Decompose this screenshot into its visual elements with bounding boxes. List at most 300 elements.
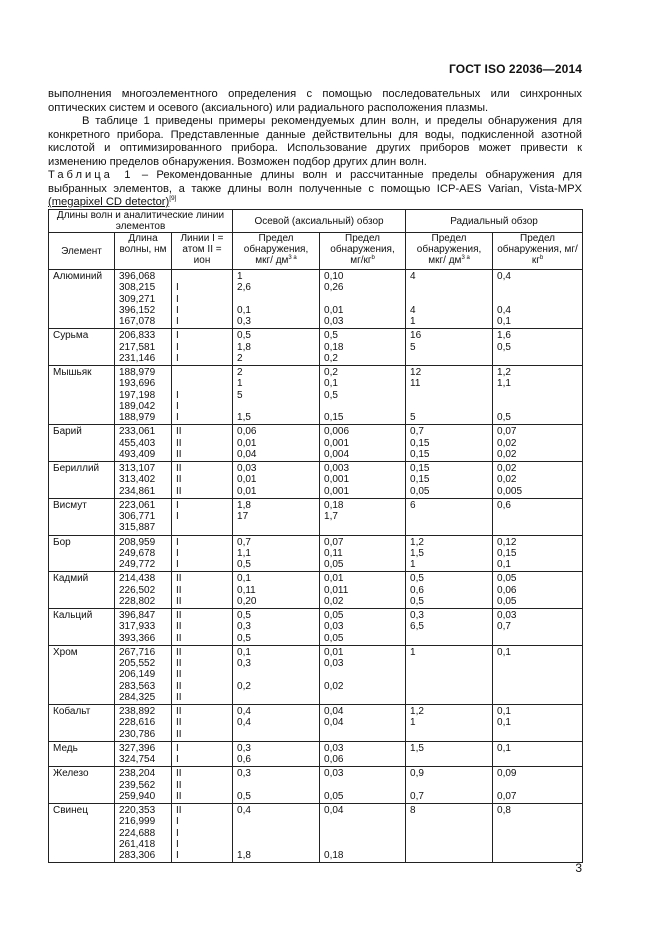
radial-lod-ug-value	[410, 754, 489, 765]
axial-lod-mg-value: 0,04	[324, 717, 344, 729]
axial-lod-mg-value: 0,004	[324, 448, 350, 460]
wavelength-value: 313,107	[119, 463, 156, 474]
axial-lod-ug-value	[237, 828, 316, 839]
wavelength-value: 188,979	[119, 367, 156, 378]
radial-lod-ug-value: 0,3	[410, 610, 424, 621]
radial-lod-ug-value	[410, 816, 489, 827]
axial-lod-mg-cell	[320, 645, 406, 704]
wavelength-value: 317,933	[119, 621, 156, 633]
wavelength-cell	[115, 645, 172, 704]
axial-lod-mg-label: Предел обнаружения, мг/кг	[330, 233, 395, 266]
line-type-value: II	[176, 717, 182, 729]
table-caption-label: Таблица 1	[48, 169, 134, 181]
radial-lod-mg-value: 0,02	[497, 463, 517, 474]
radial-lod-mg-value	[497, 681, 579, 692]
axial-lod-mg-value: 0,18	[324, 850, 344, 861]
wavelength-value: 224,688	[119, 827, 156, 839]
line-type-value: I	[176, 400, 179, 412]
wavelength-cell	[115, 804, 172, 863]
axial-lod-ug-value: 1,1	[237, 547, 251, 559]
wavelength-value: 309,271	[119, 293, 156, 305]
column-header-radial-lod-ug	[406, 233, 493, 270]
radial-lod-ug-value: 4	[410, 304, 416, 316]
radial-lod-ug-cell	[406, 425, 493, 462]
radial-lod-ug-value	[410, 390, 489, 401]
axial-lod-mg-value: 0,18	[324, 499, 344, 511]
line-type-value: II	[176, 805, 182, 816]
wavelength-value: 249,772	[119, 559, 156, 570]
line-type-value: I	[176, 304, 179, 316]
radial-lod-ug-value	[410, 282, 489, 293]
radial-lod-ug-value	[410, 669, 489, 680]
radial-lod-mg-value	[497, 850, 579, 861]
wavelength-value: 396,152	[119, 304, 156, 316]
radial-lod-mg-cell	[493, 425, 583, 462]
radial-lod-ug-value	[410, 692, 489, 703]
wavelength-value: 396,068	[119, 271, 156, 282]
axial-lod-ug-value: 0,7	[237, 536, 251, 548]
table-row	[49, 425, 583, 462]
axial-lod-mg-value: 0,05	[324, 559, 344, 570]
axial-lod-ug-cell	[233, 767, 320, 804]
radial-lod-ug-cell	[406, 705, 493, 742]
radial-lod-ug-value: 1,2	[410, 536, 424, 548]
radial-lod-ug-cell	[406, 609, 493, 646]
wavelength-value: 267,716	[119, 646, 156, 658]
line-type-cell	[172, 425, 233, 462]
wavelength-value: 217,581	[119, 341, 156, 353]
axial-lod-ug-value: 1,8	[237, 499, 251, 511]
table-caption-text: – Рекомендованные длины волн и рассчитанные пределы обнаружения для выбранных элементов, а также длины волн полученные с помощью ICP-AES Varian, Vista-MPX	[48, 169, 582, 195]
line-type-cell	[172, 609, 233, 646]
wavelength-value: 193,696	[119, 378, 156, 390]
line-type-value: I	[176, 316, 179, 327]
radial-lod-mg-cell	[493, 498, 583, 535]
axial-lod-mg-value	[324, 780, 402, 791]
radial-lod-mg-value: 0,06	[497, 584, 517, 596]
wavelength-value: 455,403	[119, 437, 156, 449]
element-name-cell: Бор	[49, 535, 115, 572]
axial-lod-ug-value: 2	[237, 367, 243, 378]
wavelength-cell	[115, 572, 172, 609]
line-type-value: I	[176, 352, 179, 364]
axial-lod-mg-cell	[320, 329, 406, 366]
radial-lod-ug-value: 16	[410, 330, 422, 342]
line-type-value: II	[176, 728, 182, 740]
radial-lod-mg-value: 0,15	[497, 547, 517, 559]
radial-lod-ug-value: 5	[410, 341, 416, 353]
radial-lod-ug-value	[410, 633, 489, 644]
radial-lod-mg-value: 0,5	[497, 412, 511, 423]
table-row	[49, 535, 583, 572]
axial-lod-ug-value	[237, 522, 316, 533]
radial-lod-mg-value: 0,1	[497, 706, 511, 717]
line-type-cell	[172, 767, 233, 804]
axial-lod-mg-cell	[320, 366, 406, 425]
radial-lod-mg-value	[497, 511, 579, 522]
radial-lod-ug-value: 6	[410, 499, 416, 511]
radial-lod-ug-value: 1	[410, 316, 416, 327]
wavelength-cell	[115, 425, 172, 462]
line-type-value: II	[176, 680, 182, 692]
axial-lod-ug-cell	[233, 270, 320, 329]
radial-lod-mg-value: 0,1	[497, 717, 511, 729]
axial-lod-ug-value	[237, 401, 316, 412]
radial-lod-mg-cell	[493, 741, 583, 767]
radial-lod-ug-footnote: 3 а	[461, 255, 470, 261]
radial-lod-mg-value	[497, 780, 579, 791]
axial-lod-ug-value: 0,4	[237, 717, 251, 729]
element-name-cell: Барий	[49, 425, 115, 462]
axial-lod-ug-cell	[233, 425, 320, 462]
axial-lod-mg-cell	[320, 767, 406, 804]
radial-lod-mg-value: 0,05	[497, 573, 517, 585]
line-type-value: II	[176, 768, 182, 780]
radial-lod-ug-value: 1	[410, 559, 416, 570]
line-type-value: I	[176, 293, 179, 305]
radial-lod-mg-value: 0,07	[497, 790, 517, 802]
line-type-value: II	[176, 474, 182, 486]
line-type-cell	[172, 270, 233, 329]
radial-lod-mg-value: 0,1	[497, 646, 511, 658]
radial-lod-ug-value	[410, 511, 489, 522]
radial-lod-mg-value: 0,09	[497, 768, 517, 780]
line-type-value: II	[176, 691, 182, 703]
table-row	[49, 609, 583, 646]
table-row	[49, 366, 583, 425]
table-body	[49, 270, 583, 863]
radial-lod-ug-value: 0,6	[410, 584, 424, 596]
element-name-cell: Кобальт	[49, 705, 115, 742]
table-row	[49, 645, 583, 704]
axial-lod-mg-value	[324, 828, 402, 839]
table-row	[49, 767, 583, 804]
radial-lod-mg-value: 0,8	[497, 805, 511, 816]
radial-lod-ug-cell	[406, 767, 493, 804]
axial-lod-ug-value	[237, 669, 316, 680]
wavelength-value: 324,754	[119, 754, 156, 765]
axial-lod-ug-value: 0,06	[237, 426, 257, 438]
axial-lod-ug-value: 0,03	[237, 463, 257, 474]
radial-lod-mg-value: 0,005	[497, 485, 523, 497]
wavelength-value: 189,042	[119, 400, 156, 412]
radial-lod-mg-value: 0,12	[497, 536, 517, 548]
axial-lod-ug-value: 0,01	[237, 437, 257, 449]
radial-lod-mg-cell	[493, 804, 583, 863]
radial-lod-mg-value: 0,1	[497, 742, 511, 754]
wavelength-value: 396,847	[119, 610, 156, 621]
axial-lod-mg-cell	[320, 425, 406, 462]
axial-lod-ug-value: 1	[237, 378, 243, 390]
axial-lod-ug-cell	[233, 498, 320, 535]
axial-lod-ug-cell	[233, 705, 320, 742]
axial-lod-mg-value: 0,05	[324, 790, 344, 802]
table-row	[49, 329, 583, 366]
radial-lod-ug-value	[410, 839, 489, 850]
column-header-radial-lod-mg	[493, 233, 583, 270]
radial-lod-mg-value	[497, 729, 579, 740]
table-row	[49, 804, 583, 863]
axial-lod-ug-value: 0,3	[237, 658, 251, 669]
axial-lod-mg-cell	[320, 270, 406, 329]
radial-lod-ug-value: 1,2	[410, 706, 424, 717]
wavelength-value: 223,061	[119, 499, 156, 511]
column-header-axial-lod-ug	[233, 233, 320, 270]
line-type-value: II	[176, 595, 182, 607]
axial-lod-ug-cell	[233, 804, 320, 863]
axial-lod-ug-value	[237, 729, 316, 740]
axial-lod-ug-value: 0,3	[237, 768, 251, 780]
column-header-wavelength: Длина волны, нм	[115, 233, 172, 270]
line-type-value: II	[176, 658, 182, 669]
axial-lod-ug-cell	[233, 645, 320, 704]
wavelength-value: 238,204	[119, 768, 156, 780]
wavelength-value: 208,959	[119, 536, 156, 548]
axial-lod-mg-cell	[320, 741, 406, 767]
radial-lod-mg-cell	[493, 366, 583, 425]
radial-lod-ug-value	[410, 401, 489, 412]
group-header-axial: Осевой (аксиальный) обзор	[233, 210, 406, 233]
axial-lod-mg-value	[324, 816, 402, 827]
wavelength-value: 283,306	[119, 850, 156, 861]
line-type-value: I	[176, 547, 179, 559]
line-type-cell	[172, 462, 233, 499]
axial-lod-ug-value: 0,5	[237, 330, 251, 342]
line-type-value: II	[176, 610, 182, 621]
axial-lod-mg-value: 0,26	[324, 282, 344, 294]
line-type-value: II	[176, 790, 182, 802]
table-intro-paragraph: В таблице 1 приведены примеры рекомендуемых длин волн, и пределы обнаружения для конкретного прибора. Представленные данные действительны для воды, подкисленной азотной кислотой и оптимизированного прибора. Использование других приборов может привести к изменению пределов обнаружения. Возможен подбор других длин волн.	[48, 115, 582, 168]
radial-lod-mg-footnote: b	[539, 255, 544, 261]
axial-lod-ug-value: 0,6	[237, 754, 251, 765]
radial-lod-ug-value	[410, 658, 489, 669]
radial-lod-ug-value: 0,7	[410, 426, 424, 438]
axial-lod-mg-value: 0,05	[324, 632, 344, 644]
axial-lod-ug-value: 17	[237, 511, 249, 522]
axial-lod-mg-value: 0,05	[324, 610, 344, 621]
radial-lod-ug-cell	[406, 329, 493, 366]
axial-lod-mg-value	[324, 401, 402, 412]
axial-lod-mg-value: 0,01	[324, 573, 344, 585]
radial-lod-ug-label: Предел обнаружения, мкг/ дм	[416, 233, 482, 266]
wavelength-cell	[115, 498, 172, 535]
line-type-value: II	[176, 779, 182, 791]
axial-lod-ug-value: 0,01	[237, 485, 257, 497]
radial-lod-mg-value: 0,6	[497, 499, 511, 511]
line-type-cell	[172, 705, 233, 742]
radial-lod-mg-value: 1,1	[497, 378, 511, 390]
element-name-cell: Кадмий	[49, 572, 115, 609]
axial-lod-mg-value: 0,001	[324, 474, 350, 486]
axial-lod-ug-value: 0,5	[237, 632, 251, 644]
line-type-value: I	[176, 511, 179, 522]
line-type-value: II	[176, 573, 182, 585]
radial-lod-ug-cell	[406, 366, 493, 425]
axial-lod-ug-value: 0,11	[237, 584, 256, 596]
wavelength-cell	[115, 705, 172, 742]
radial-lod-ug-value: 1	[410, 717, 416, 729]
axial-lod-ug-cell	[233, 329, 320, 366]
line-type-value	[176, 367, 229, 378]
axial-lod-mg-value: 0,001	[324, 437, 350, 449]
radial-lod-ug-cell	[406, 498, 493, 535]
radial-lod-mg-value	[497, 816, 579, 827]
radial-lod-mg-value: 0,7	[497, 621, 511, 633]
axial-lod-ug-value: 0,1	[237, 573, 251, 585]
radial-lod-mg-cell	[493, 767, 583, 804]
group-header-radial: Радиальный обзор	[406, 210, 583, 233]
radial-lod-ug-cell	[406, 741, 493, 767]
axial-lod-mg-value	[324, 294, 402, 305]
axial-lod-ug-value: 0,3	[237, 316, 251, 327]
wavelength-detection-limits-table	[48, 209, 583, 863]
table-row	[49, 741, 583, 767]
axial-lod-mg-cell	[320, 705, 406, 742]
radial-lod-mg-value: 0,05	[497, 595, 517, 607]
axial-lod-ug-value: 0,5	[237, 610, 251, 621]
radial-lod-mg-value	[497, 633, 579, 644]
radial-lod-ug-value: 1	[410, 646, 416, 658]
radial-lod-ug-value	[410, 294, 489, 305]
line-type-value	[176, 378, 229, 389]
radial-lod-ug-value: 0,15	[410, 448, 430, 460]
axial-lod-mg-value: 0,03	[324, 658, 344, 669]
line-type-value: II	[176, 463, 182, 474]
table-caption-reference: [9]	[169, 195, 177, 202]
radial-lod-mg-value	[497, 390, 579, 401]
radial-lod-mg-label: Предел обнаружения, мг/кг	[497, 233, 578, 266]
wavelength-value: 493,409	[119, 448, 156, 460]
axial-lod-ug-value: 1,5	[237, 412, 251, 423]
line-type-value: II	[176, 485, 182, 497]
radial-lod-ug-value: 11	[410, 378, 421, 390]
line-type-value: II	[176, 621, 182, 633]
element-name-cell: Мышьяк	[49, 366, 115, 425]
radial-lod-ug-value: 6,5	[410, 621, 424, 633]
wavelength-value: 259,940	[119, 790, 156, 802]
axial-lod-mg-value: 0,03	[324, 621, 344, 633]
axial-lod-ug-value: 2,6	[237, 282, 251, 294]
radial-lod-mg-value: 1,6	[497, 330, 511, 342]
column-header-lines: Линии I = атом II = ион	[172, 233, 233, 270]
axial-lod-ug-value	[237, 294, 316, 305]
axial-lod-ug-value: 0,20	[237, 595, 257, 607]
radial-lod-ug-cell	[406, 572, 493, 609]
axial-lod-ug-cell	[233, 462, 320, 499]
radial-lod-ug-value: 0,7	[410, 790, 424, 802]
axial-lod-mg-value: 0,07	[324, 536, 344, 548]
element-name-cell: Сурьма	[49, 329, 115, 366]
wavelength-value: 206,833	[119, 330, 156, 342]
wavelength-value: 234,861	[119, 485, 156, 497]
radial-lod-mg-value	[497, 839, 579, 850]
radial-lod-mg-value	[497, 282, 579, 293]
radial-lod-mg-cell	[493, 609, 583, 646]
radial-lod-mg-value: 0,4	[497, 271, 511, 282]
axial-lod-ug-value: 0,3	[237, 742, 251, 754]
axial-lod-mg-value: 0,003	[324, 463, 350, 474]
axial-lod-mg-value	[324, 839, 402, 850]
radial-lod-ug-value	[410, 729, 489, 740]
axial-lod-ug-value: 0,4	[237, 805, 251, 816]
line-type-cell	[172, 366, 233, 425]
radial-lod-mg-cell	[493, 535, 583, 572]
axial-lod-ug-cell	[233, 609, 320, 646]
radial-lod-mg-value: 0,5	[497, 341, 511, 353]
axial-lod-ug-value: 1,8	[237, 341, 251, 353]
radial-lod-ug-cell	[406, 645, 493, 704]
radial-lod-mg-value	[497, 294, 579, 305]
line-type-value: I	[176, 742, 179, 754]
radial-lod-mg-value: 0,02	[497, 437, 517, 449]
radial-lod-ug-value: 12	[410, 367, 422, 378]
line-type-value: I	[176, 559, 179, 570]
line-type-cell	[172, 804, 233, 863]
line-type-value: I	[176, 389, 179, 401]
radial-lod-ug-cell	[406, 535, 493, 572]
axial-lod-mg-value	[324, 522, 402, 533]
axial-lod-mg-value: 1,7	[324, 511, 338, 522]
line-type-value: II	[176, 632, 182, 644]
axial-lod-mg-cell	[320, 535, 406, 572]
radial-lod-mg-value	[497, 353, 579, 364]
line-type-cell	[172, 572, 233, 609]
intro-paragraph: выполнения многоэлементного определения с помощью последовательных или синхронных оптических систем и осевого (аксиального) или радиального расположения плазмы.	[48, 88, 582, 114]
wavelength-cell	[115, 462, 172, 499]
radial-lod-mg-cell	[493, 645, 583, 704]
wavelength-value: 216,999	[119, 816, 156, 828]
line-type-value: I	[176, 282, 179, 294]
radial-lod-mg-value: 0,1	[497, 316, 511, 327]
radial-lod-mg-value: 1,2	[497, 367, 511, 378]
axial-lod-mg-cell	[320, 804, 406, 863]
wavelength-value: 306,771	[119, 511, 156, 522]
wavelength-value: 206,149	[119, 669, 156, 681]
element-name-cell: Висмут	[49, 498, 115, 535]
line-type-value: I	[176, 536, 179, 548]
radial-lod-ug-value: 8	[410, 805, 416, 816]
wavelength-cell	[115, 366, 172, 425]
axial-lod-mg-value: 0,001	[324, 485, 350, 497]
wavelength-value: 393,366	[119, 632, 156, 644]
radial-lod-ug-value: 0,15	[410, 474, 430, 486]
table-row	[49, 572, 583, 609]
axial-lod-ug-value: 0,4	[237, 706, 251, 717]
axial-lod-ug-value	[237, 780, 316, 791]
wavelength-value: 283,563	[119, 680, 156, 692]
line-type-value	[176, 522, 229, 533]
line-type-cell	[172, 535, 233, 572]
wavelength-value: 220,353	[119, 805, 156, 816]
axial-lod-ug-value: 0,1	[237, 304, 251, 316]
axial-lod-mg-value: 0,03	[324, 768, 344, 780]
table-row	[49, 270, 583, 329]
line-type-cell	[172, 645, 233, 704]
table-row	[49, 498, 583, 535]
axial-lod-mg-value: 0,02	[324, 595, 344, 607]
wavelength-value: 327,396	[119, 742, 156, 754]
axial-lod-ug-value	[237, 839, 316, 850]
wavelength-value: 238,892	[119, 706, 156, 717]
line-type-value: I	[176, 850, 179, 861]
axial-lod-ug-cell	[233, 535, 320, 572]
line-type-value: I	[176, 499, 179, 511]
wavelength-value: 315,887	[119, 522, 156, 534]
radial-lod-mg-value: 0,02	[497, 474, 517, 486]
radial-lod-mg-value	[497, 692, 579, 703]
table-row	[49, 705, 583, 742]
line-type-value: II	[176, 437, 182, 449]
